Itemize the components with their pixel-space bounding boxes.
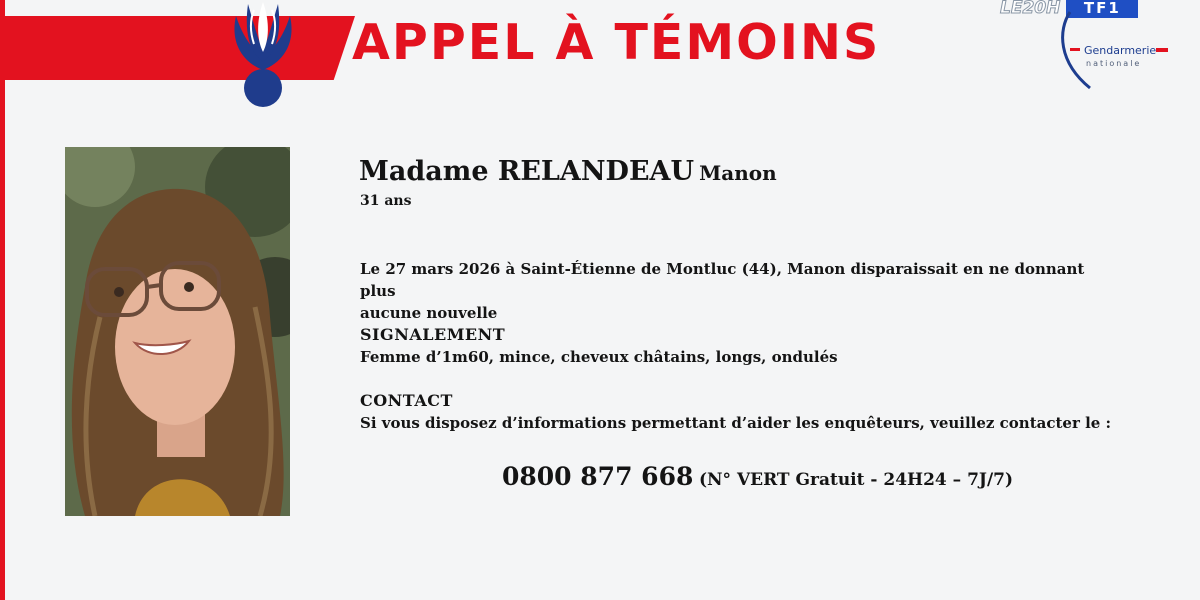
portrait-illustration <box>65 147 290 516</box>
person-surname: Madame RELANDEAU <box>359 156 695 187</box>
missing-person-photo <box>65 147 290 516</box>
grenade-emblem-icon <box>224 0 302 112</box>
gendarmerie-subtitle: nationale <box>1086 59 1142 68</box>
contact-phone-note: (N° VERT Gratuit - 24H24 – 7J/7) <box>698 470 1014 490</box>
gendarmerie-mark <box>1070 48 1080 51</box>
page-title: APPEL À TÉMOINS <box>352 14 881 71</box>
show-name: LE20H <box>1000 0 1061 18</box>
contact-phone-line <box>502 462 1013 491</box>
gendarmerie-flag <box>1156 48 1168 52</box>
circumstances-line-1: Le 27 mars 2026 à Saint-Étienne de Montluc (44), Manon disparaissait en ne donnant plus <box>360 260 1085 300</box>
gendarmerie-name: Gendarmerie <box>1084 44 1157 57</box>
description-text: Femme d’1m60, mince, cheveux châtains, longs, ondulés <box>360 348 838 366</box>
circumstances-text <box>360 258 1120 324</box>
person-first-name: Manon <box>699 161 777 185</box>
contact-phone-number: 0800 877 668 <box>502 462 694 491</box>
channel-name: TF1 <box>1066 0 1138 18</box>
circumstances-line-2: aucune nouvelle <box>360 304 498 322</box>
person-age: 31 ans <box>360 193 412 209</box>
left-accent-bar <box>0 0 5 600</box>
description-heading: SIGNALEMENT <box>360 325 506 344</box>
contact-text: Si vous disposez d’informations permettant d’aider les enquêteurs, veuillez contacter le : <box>360 414 1112 432</box>
contact-heading: CONTACT <box>360 391 453 410</box>
person-name <box>359 156 777 187</box>
